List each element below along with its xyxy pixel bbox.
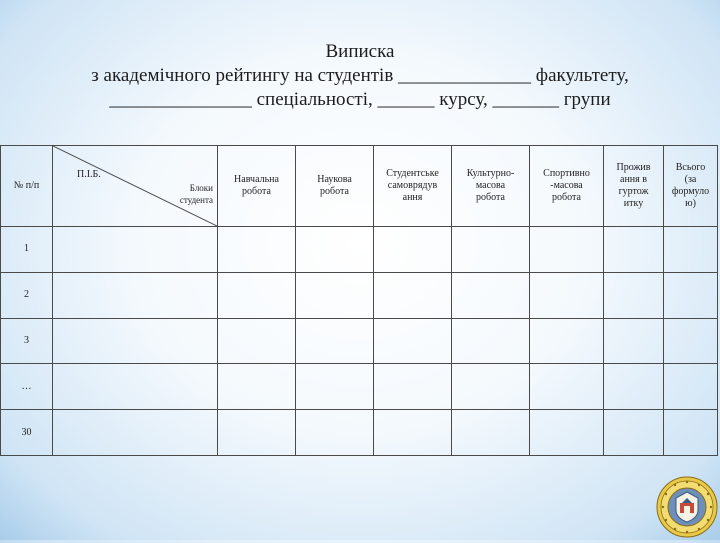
table-cell[interactable]: [604, 364, 664, 410]
table-cell[interactable]: [530, 318, 604, 364]
header-academic-work: Навчальна робота: [218, 146, 296, 227]
table-cell[interactable]: [53, 227, 218, 273]
table-cell[interactable]: [218, 410, 296, 456]
table-cell[interactable]: [218, 227, 296, 273]
table-cell[interactable]: [374, 364, 452, 410]
table-cell[interactable]: [53, 364, 218, 410]
table-cell[interactable]: [664, 318, 718, 364]
table-cell[interactable]: [374, 227, 452, 273]
table-cell[interactable]: [664, 410, 718, 456]
table-row: [1, 272, 718, 318]
table-cell[interactable]: [452, 272, 530, 318]
header-scientific-work: Наукова робота: [296, 146, 374, 227]
table-cell[interactable]: [296, 318, 374, 364]
table-cell[interactable]: [530, 410, 604, 456]
table-cell[interactable]: [530, 227, 604, 273]
table-cell[interactable]: [296, 364, 374, 410]
row-number: 30: [1, 410, 53, 456]
table-cell[interactable]: [664, 364, 718, 410]
table-cell[interactable]: [53, 410, 218, 456]
university-emblem-icon: [656, 476, 718, 538]
table-cell[interactable]: [530, 272, 604, 318]
document-heading: [0, 40, 720, 112]
table-cell[interactable]: [53, 318, 218, 364]
table-cell[interactable]: [604, 227, 664, 273]
row-number: 3: [1, 318, 53, 364]
header-blocks: Блоки студента: [179, 183, 213, 205]
row-number: 2: [1, 272, 53, 318]
table-row: [1, 410, 718, 456]
table-cell[interactable]: [374, 410, 452, 456]
heading-title: Виписка: [325, 41, 395, 62]
header-total: Всього (за формуло ю): [664, 146, 718, 227]
table-cell[interactable]: [374, 318, 452, 364]
row-number: …: [1, 364, 53, 410]
table-cell[interactable]: [664, 227, 718, 273]
table-cell[interactable]: [374, 272, 452, 318]
header-sports-work: Спортивно -масова робота: [530, 146, 604, 227]
table-cell[interactable]: [296, 272, 374, 318]
table-cell[interactable]: [218, 318, 296, 364]
table-cell[interactable]: [664, 272, 718, 318]
table-cell[interactable]: [218, 364, 296, 410]
header-cultural-work: Культурно- масова робота: [452, 146, 530, 227]
table-cell[interactable]: [530, 364, 604, 410]
table-cell[interactable]: [218, 272, 296, 318]
rating-table: [0, 145, 718, 456]
table-row: [1, 318, 718, 364]
header-self-government: Студентське самоврядув ання: [374, 146, 452, 227]
table-cell[interactable]: [296, 410, 374, 456]
table-cell[interactable]: [452, 410, 530, 456]
header-name: П.І.Б.: [77, 169, 101, 180]
table-cell[interactable]: [452, 227, 530, 273]
table-cell[interactable]: [452, 364, 530, 410]
table-cell[interactable]: [296, 227, 374, 273]
table-cell[interactable]: [604, 272, 664, 318]
row-number: 1: [1, 227, 53, 273]
header-dormitory: Прожив ання в гуртож итку: [604, 146, 664, 227]
header-row: [1, 146, 718, 227]
header-name-blocks: [53, 146, 218, 227]
header-number: № п/п: [1, 146, 53, 227]
table-cell[interactable]: [452, 318, 530, 364]
table-row: [1, 364, 718, 410]
table-row: [1, 227, 718, 273]
heading-subtitle-line1: з академічного рейтингу на студентів ______________ факультету,: [91, 65, 629, 86]
table-cell[interactable]: [604, 410, 664, 456]
table-cell[interactable]: [604, 318, 664, 364]
table-cell[interactable]: [53, 272, 218, 318]
heading-subtitle-line2: _______________ спеціальності, ______ курсу, _______ групи: [109, 89, 611, 110]
